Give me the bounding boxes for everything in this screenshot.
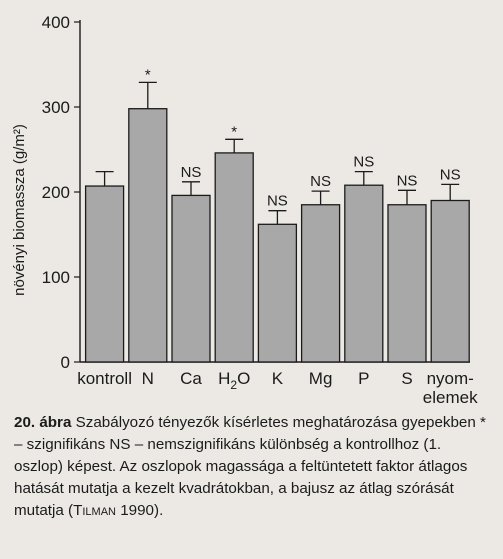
x-tick-label: nyom-	[426, 369, 474, 388]
y-tick-label: 0	[60, 353, 70, 372]
caption-text: Szabályozó tényezők kísérletes meghatározása gyepekben * – szignifikáns NS – nemszignifikáns különbség a kontrollhoz (1. oszlop) képest. Az oszlopok magassága a feltüntetett faktor átlagos hatását mutatja a kezelt kvadrátokban, a bajusz az átlag szórását mutatja (	[14, 414, 486, 519]
significance-label: NS	[396, 172, 418, 190]
x-tick-label: N	[141, 369, 154, 388]
x-tick-label: $H_2O$	[218, 369, 251, 392]
significance-label: NS	[266, 192, 288, 210]
significance-label: NS	[180, 163, 202, 181]
citation-author: Tilman	[73, 502, 116, 519]
bar-p	[345, 185, 383, 362]
bar-k	[258, 224, 296, 362]
y-tick-label: 400	[41, 13, 70, 32]
bar-kontroll	[86, 186, 124, 362]
figure-label: 20. ábra	[14, 414, 72, 431]
x-tick-label-line2: elemek	[422, 388, 478, 407]
bar-mg	[302, 205, 340, 362]
significance-label: *	[231, 123, 238, 141]
y-tick-label: 300	[41, 98, 70, 117]
bar-h2o	[215, 153, 253, 362]
bar-ca	[172, 195, 210, 362]
bar-n	[129, 109, 167, 362]
significance-label: *	[144, 66, 151, 84]
citation-year: 1990).	[116, 502, 164, 519]
significance-label: NS	[439, 166, 461, 184]
x-tick-label: Ca	[180, 369, 202, 388]
x-tick-label: P	[358, 369, 370, 388]
figure-caption	[14, 412, 494, 522]
significance-label: NS	[310, 173, 332, 191]
x-tick-label: K	[271, 369, 284, 388]
y-tick-label: 200	[41, 183, 70, 202]
x-tick-label: Mg	[308, 369, 333, 388]
bar-s	[388, 205, 426, 362]
x-tick-label: kontroll	[77, 369, 133, 388]
bar-nyom-elemek	[431, 201, 469, 363]
y-axis-label: növényi biomassza (g/m²)	[11, 124, 28, 296]
significance-label: NS	[353, 153, 375, 171]
x-tick-label: S	[401, 369, 413, 388]
y-tick-label: 100	[41, 268, 70, 287]
